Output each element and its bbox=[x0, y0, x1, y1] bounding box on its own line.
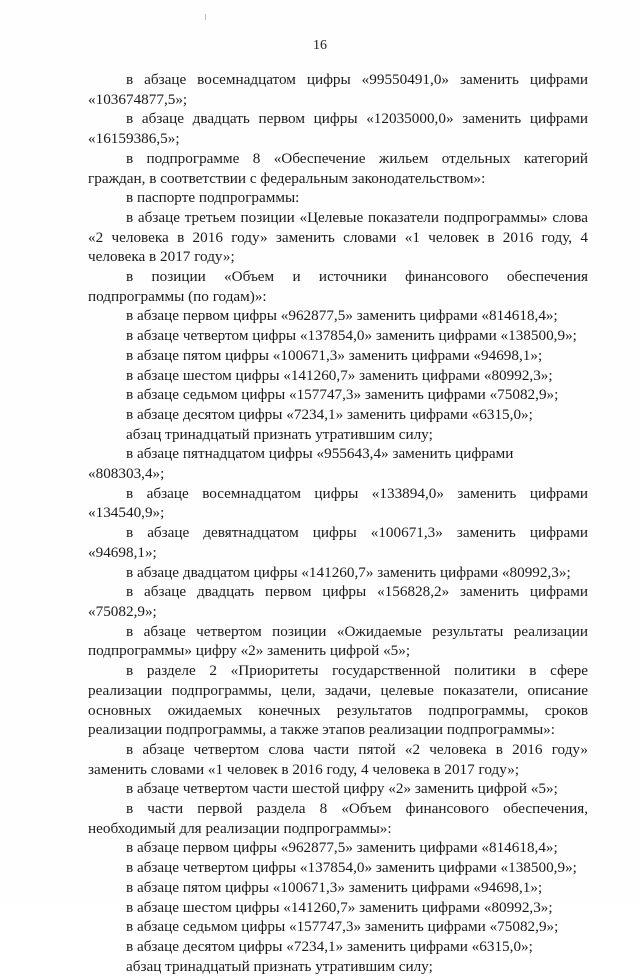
paragraph: абзац тринадцатый признать утратившим силу; bbox=[126, 425, 433, 443]
paragraph: в абзаце четвертом слова части пятой «2 человека в 2016 году» заменить словами «1 человек в 2016 году, 4 человека в 2017 году»; bbox=[88, 740, 588, 778]
paragraph: в абзаце десятом цифры «7234,1» заменить цифрами «6315,0»; bbox=[126, 405, 533, 423]
paragraph: в абзаце четвертом цифры «137854,0» заменить цифрами «138500,9»; bbox=[126, 327, 577, 345]
paragraph: в абзаце девятнадцатом цифры «100671,3» заменить цифрами «94698,1»; bbox=[88, 524, 588, 561]
document-body bbox=[88, 70, 588, 976]
paragraph: в разделе 2 «Приоритеты государственной политики в сфере реализации подпрограммы, цели, задачи, целевые показатели, описание основных ожидаемых конечных результатов подпрограммы, сроков реализации подпрограммы, а также этапов реализации подпрограммы»: bbox=[88, 662, 588, 739]
page-number: 16 bbox=[313, 38, 327, 53]
paragraph: в абзаце первом цифры «962877,5» заменить цифрами «814618,4»; bbox=[126, 839, 558, 857]
paragraph: в абзаце седьмом цифры «157747,3» заменить цифрами «75082,9»; bbox=[126, 386, 559, 404]
scan-artifact bbox=[205, 14, 206, 20]
paragraph: в абзаце восемнадцатом цифры «133894,0» заменить цифрами «134540,9»; bbox=[88, 484, 588, 522]
paragraph: в паспорте подпрограммы: bbox=[126, 189, 300, 207]
paragraph: в абзаце двадцатом цифры «141260,7» заменить цифрами «80992,3»; bbox=[126, 563, 571, 581]
paragraph: в абзаце пятом цифры «100671,3» заменить цифрами «94698,1»; bbox=[126, 346, 543, 364]
paragraph: в подпрограмме 8 «Обеспечение жильем отдельных категорий граждан, в соответствии с федеральным законодательством»: bbox=[88, 149, 588, 187]
paragraph: в позиции «Объем и источники финансового обеспечения подпрограммы (по годам)»: bbox=[88, 268, 588, 305]
paragraph: в абзаце десятом цифры «7234,1» заменить цифрами «6315,0»; bbox=[126, 937, 533, 955]
paragraph: в абзаце третьем позиции «Целевые показатели подпрограммы» слова «2 человека в 2016 году» заменить словами «1 человек в 2016 году, 4 человека в 2017 году»; bbox=[88, 208, 588, 266]
paragraph: в абзаце шестом цифры «141260,7» заменить цифрами «80992,3»; bbox=[126, 898, 553, 916]
paragraph: в абзаце четвертом цифры «137854,0» заменить цифрами «138500,9»; bbox=[126, 859, 577, 877]
paragraph: в абзаце двадцать первом цифры «12035000,0» заменить цифрами «16159386,5»; bbox=[88, 110, 588, 148]
paragraph: в абзаце шестом цифры «141260,7» заменить цифрами «80992,3»; bbox=[126, 366, 553, 384]
paragraph: в абзаце пятнадцатом цифры «955643,4» заменить цифрами «808303,4»; bbox=[88, 445, 514, 483]
paragraph: в абзаце первом цифры «962877,5» заменить цифрами «814618,4»; bbox=[126, 307, 558, 325]
paragraph: абзац тринадцатый признать утратившим силу; bbox=[126, 957, 433, 975]
paragraph: в абзаце восемнадцатом цифры «99550491,0» заменить цифрами «103674877,5»; bbox=[88, 71, 588, 108]
paragraph: в части первой раздела 8 «Объем финансового обеспечения, необходимый для реализации подпрограммы»: bbox=[88, 800, 588, 837]
paragraph: в абзаце четвертом части шестой цифру «2» заменить цифрой «5»; bbox=[126, 780, 558, 798]
paragraph: в абзаце пятом цифры «100671,3» заменить цифрами «94698,1»; bbox=[126, 878, 543, 896]
paragraph: в абзаце двадцать первом цифры «156828,2» заменить цифрами «75082,9»; bbox=[88, 583, 588, 620]
paragraph: в абзаце седьмом цифры «157747,3» заменить цифрами «75082,9»; bbox=[126, 918, 559, 936]
paragraph: в абзаце четвертом позиции «Ожидаемые результаты реализации подпрограммы» цифру «2» заменить цифрой «5»; bbox=[88, 622, 588, 660]
